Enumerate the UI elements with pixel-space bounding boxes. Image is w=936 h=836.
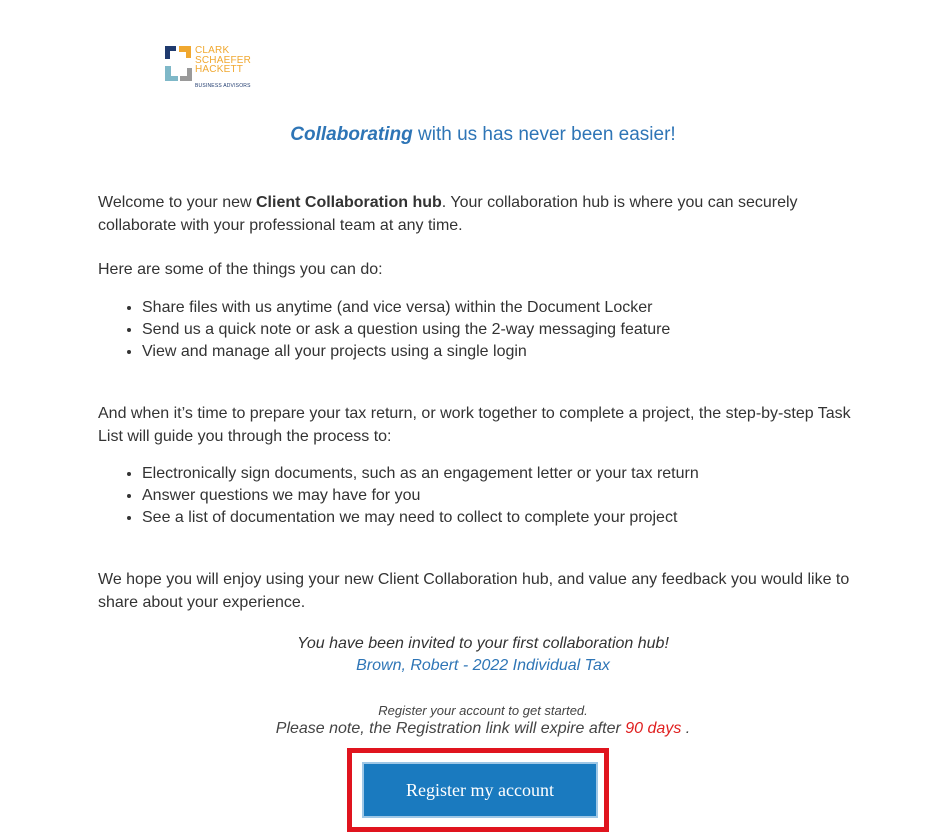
things-list xyxy=(98,297,922,363)
intro-prefix: Welcome to your new xyxy=(98,194,256,211)
headline-rest: with us has never been easier! xyxy=(412,124,676,145)
closing-paragraph: We hope you will enjoy using your new Client Collaboration hub, and value any feedback you would like to share about your experience. xyxy=(98,571,850,611)
logo-line-1: CLARK xyxy=(195,45,230,56)
invite-line: You have been invited to your first collaboration hub! xyxy=(297,635,669,652)
list-item: • Send us a quick note or ask a question using the 2-way messaging feature xyxy=(142,319,922,341)
logo-mark-icon xyxy=(163,44,195,94)
expire-days: 90 days xyxy=(625,720,682,737)
intro-suffix: . Your collaboration hub is where you can securely collaborate with your professional team at any time. xyxy=(98,194,798,234)
expire-note xyxy=(0,720,936,738)
headline xyxy=(0,124,936,146)
list-item: • See a list of documentation we may need to collect to complete your project xyxy=(142,507,922,529)
intro-bold: Client Collaboration hub xyxy=(256,194,442,211)
list-item: • View and manage all your projects using a single login xyxy=(142,341,922,363)
company-logo xyxy=(163,44,283,98)
logo-tagline: BUSINESS ADVISORS xyxy=(195,83,251,89)
list-item: • Electronically sign documents, such as an engagement letter or your tax return xyxy=(142,463,922,485)
hub-name: Brown, Robert - 2022 Individual Tax xyxy=(356,657,610,674)
expire-suffix: . xyxy=(681,720,691,737)
logo-wordmark xyxy=(195,46,251,75)
register-button[interactable]: Register my account xyxy=(362,762,598,818)
list-item: • Answer questions we may have for you xyxy=(142,485,922,507)
headline-emphasis: Collaborating xyxy=(290,124,413,145)
register-note: Register your account to get started. xyxy=(378,703,588,718)
intro-paragraph xyxy=(98,191,878,237)
tasklist-intro: And when it’s time to prepare your tax return, or work together to complete a project, the step-by-step Task List will guide you through the process to: xyxy=(98,405,851,445)
expire-prefix: Please note, the Registration link will expire after xyxy=(275,720,626,737)
logo-line-2: SCHAEFER xyxy=(195,54,252,66)
list-item: • Share files with us anytime (and vice versa) within the Document Locker xyxy=(142,297,922,319)
tasks-list xyxy=(98,463,922,529)
logo-line-3: HACKETT xyxy=(195,64,244,75)
things-heading: Here are some of the things you can do: xyxy=(98,261,383,278)
